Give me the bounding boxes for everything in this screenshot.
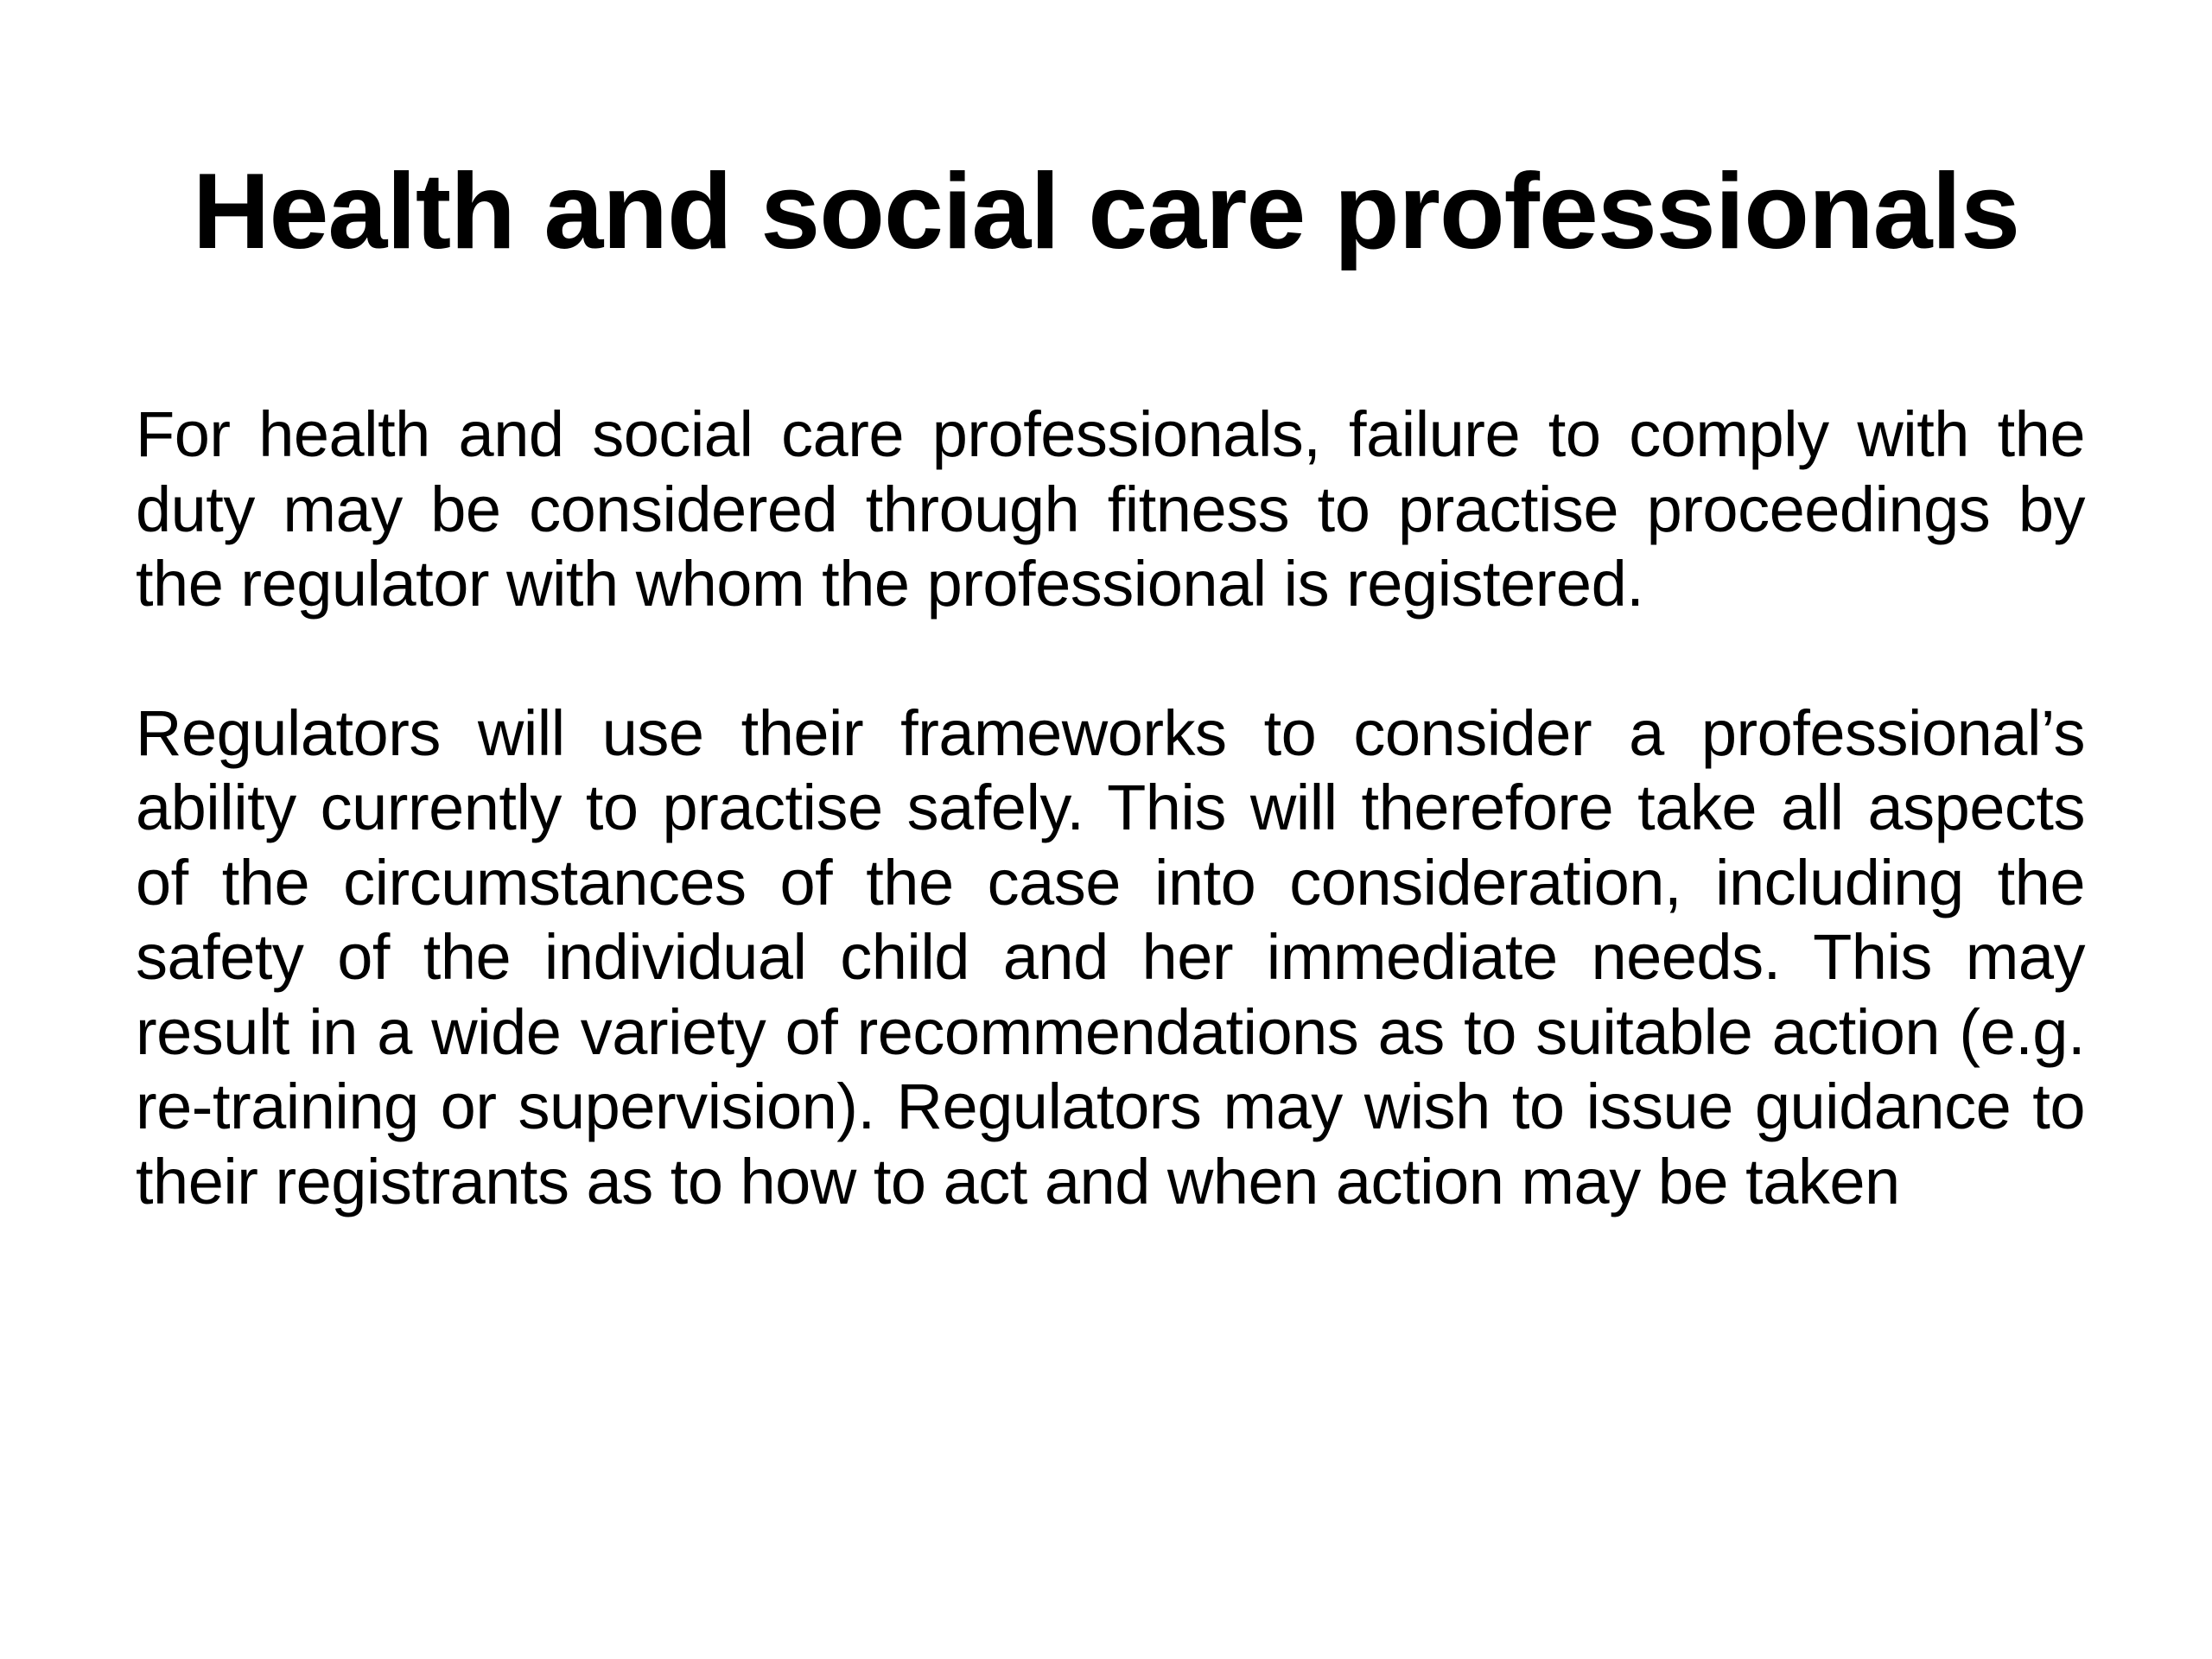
slide-body: [136, 397, 2085, 1219]
paragraph-regulators: Regulators will use their frameworks to consider a professional’s ability currently to practise safely. This will therefore take all aspects of the circumstances of the case into consideration, including the safety of the individual child and her immediate needs. This may result in a wide variety of recommendations as to suitable action (e.g. re-training or supervision). Regulators may wish to issue guidance to their registrants as to how to act and when action may be taken: [136, 696, 2085, 1217]
paragraph-fitness-to-practise: For health and social care professionals, failure to comply with the duty may be considered through fitness to practise proceedings by the regulator with whom the professional is registered.: [136, 398, 2085, 620]
slide-title: Health and social care professionals: [192, 152, 2020, 271]
